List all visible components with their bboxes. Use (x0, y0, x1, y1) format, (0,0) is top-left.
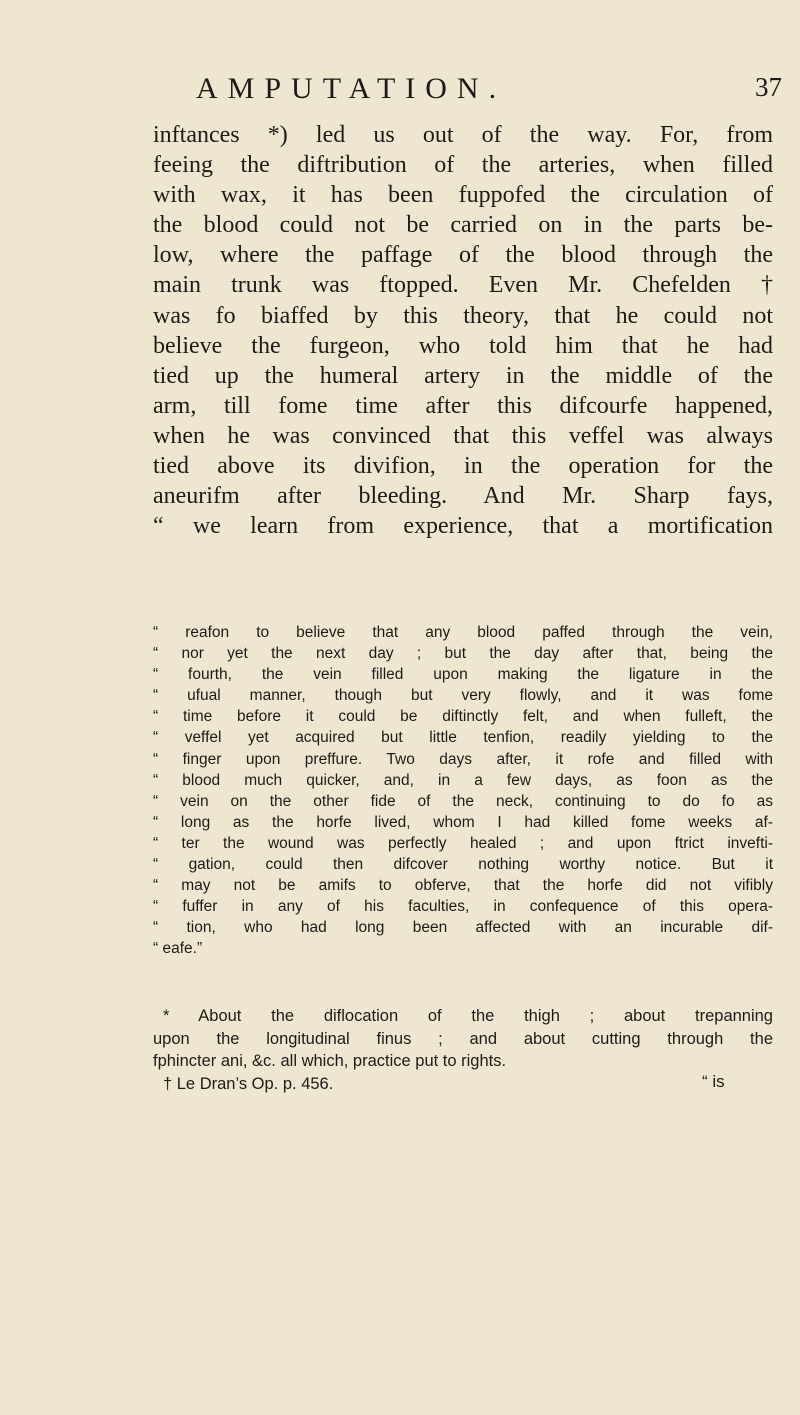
quote-line: “ veffel yet acquired but little tenfion, readily yielding to the (153, 729, 773, 747)
quote-line: “ nor yet the next day ; but the day after that, being the (153, 645, 773, 663)
body-line: arm, till fome time after this difcourfe happened, (153, 392, 773, 419)
body-line: inftances *) led us out of the way. For, from (153, 122, 773, 148)
quote-line: “ gation, could then difcover nothing worthy notice. But it (153, 856, 773, 874)
footnote-line: * About the diflocation of the thigh ; about trepanning (163, 1007, 773, 1025)
footnotes (153, 1005, 773, 1095)
quote-line: “ eafe.” (153, 940, 203, 958)
body-line: feeing the diftribution of the arteries, when filled (153, 152, 773, 179)
body-line: “ we learn from experience, that a mortification (153, 513, 773, 540)
quote-line: “ finger upon preffure. Two days after, it rofe and filled with (153, 750, 773, 768)
quote-line: “ vein on the other fide of the neck, continuing to do fo as (153, 792, 773, 810)
quoted-passage (153, 622, 773, 960)
quote-line: “ tion, who had long been affected with an incurable dif- (153, 919, 773, 937)
quote-line: “ long as the horfe lived, whom I had killed fome weeks af- (153, 813, 773, 831)
catchword: “ is (702, 1072, 725, 1091)
body-line: tied up the humeral artery in the middle of the (153, 362, 773, 389)
body-line: when he was convinced that this veffel was always (153, 422, 773, 449)
main-text (153, 120, 773, 541)
quote-line: “ ter the wound was perfectly healed ; and upon ftrict invefti- (153, 834, 773, 852)
running-header: AMPUTATION. (196, 72, 507, 105)
quote-line: “ fourth, the vein filled upon making the ligature in the (153, 666, 773, 684)
body-line: believe the furgeon, who told him that he had (153, 332, 773, 359)
footnote-line: fphincter ani, &c. all which, practice put to rights. (153, 1052, 507, 1070)
quote-line: “ blood much quicker, and, in a few days, as foon as the (153, 771, 773, 789)
body-line: aneurifm after bleeding. And Mr. Sharp fays, (153, 483, 773, 510)
quote-line: “ ufual manner, though but very flowly, and it was fome (153, 687, 773, 705)
body-line: tied above its divifion, in the operation for the (153, 453, 773, 480)
quote-line: “ reafon to believe that any blood paffed through the vein, (153, 624, 773, 641)
page-number: 37 (755, 72, 782, 102)
quote-line: “ time before it could be diftinctly felt, and when fulleft, the (153, 708, 773, 726)
body-line: main trunk was ftopped. Even Mr. Chefelden † (153, 272, 773, 299)
body-line: low, where the paffage of the blood through the (153, 242, 773, 269)
footnote-line: upon the longitudinal finus ; and about cutting through the (153, 1029, 773, 1048)
body-line: the blood could not be carried on in the parts be- (153, 212, 773, 239)
quote-line: “ fuffer in any of his faculties, in confequence of this opera- (153, 898, 773, 916)
footnote-line: † Le Dran’s Op. p. 456. (163, 1074, 334, 1093)
body-line: was fo biaffed by this theory, that he could not (153, 302, 773, 329)
body-line: with wax, it has been fuppofed the circulation of (153, 182, 773, 209)
quote-line: “ may not be amifs to obferve, that the horfe did not vifibly (153, 877, 773, 895)
